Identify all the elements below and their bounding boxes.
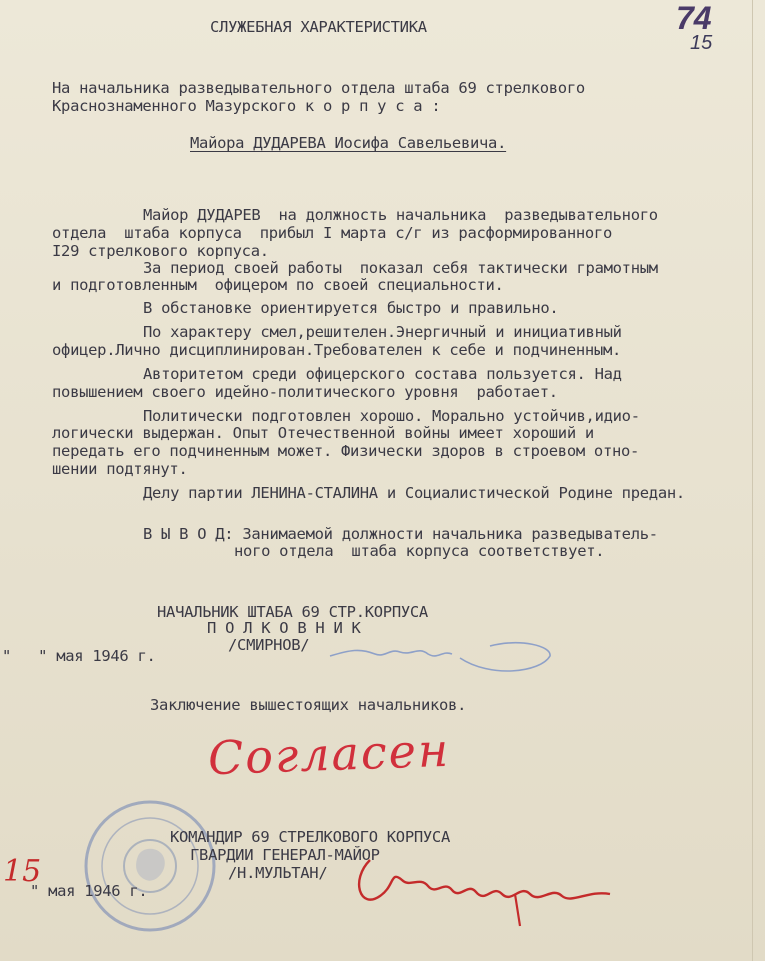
document-title: СЛУЖЕБНАЯ ХАРАКТЕРИСТИКА xyxy=(210,18,427,36)
commander-rank: ГВАРДИИ ГЕНЕРАЛ-МАЙОР xyxy=(190,846,380,864)
body-line: шении подтянут. xyxy=(52,460,188,478)
body-line: В обстановке ориентируется быстро и правильно. xyxy=(143,299,559,317)
page-edge xyxy=(752,0,753,961)
commander-name: /Н.МУЛЬТАН/ xyxy=(228,864,328,882)
commander-title: КОМАНДИР 69 СТРЕЛКОВОГО КОРПУСА xyxy=(170,828,450,846)
subject-name: Майора ДУДАРЕВА Иосифа Савельевича. xyxy=(190,134,507,152)
body-line: Майор ДУДАРЕВ на должность начальника разведывательного xyxy=(143,206,658,224)
chief-name: /СМИРНОВ/ xyxy=(228,636,310,654)
conclusion-line: ного отдела штаба корпуса соответствует. xyxy=(234,542,605,560)
sheet-number: 74 xyxy=(676,0,712,36)
conclusion-line: В Ы В О Д: Занимаемой должности начальника разведыватель- xyxy=(143,525,658,543)
body-line: За период своей работы показал себя тактически грамотным xyxy=(143,259,658,277)
chief-rank: П О Л К О В Н И К xyxy=(207,619,361,637)
body-line: Делу партии ЛЕНИНА-СТАЛИНА и Социалистической Родине предан. xyxy=(143,484,685,502)
superior-conclusion-heading: Заключение вышестоящих начальников. xyxy=(150,696,467,714)
official-seal-stamp xyxy=(80,796,220,936)
body-line: I29 стрелкового корпуса. xyxy=(52,242,269,260)
body-line: Политически подготовлен хорошо. Морально устойчив,идио- xyxy=(143,407,640,425)
body-line: передать его подчиненным может. Физически здоров в строевом отно- xyxy=(52,442,640,460)
chief-signature xyxy=(320,628,560,684)
body-line: Авторитетом среди офицерского состава пользуется. Над xyxy=(143,365,622,383)
date-first: " " мая 1946 г. xyxy=(2,647,156,665)
subject-line-2: Краснознаменного Мазурского к о р п у с а : xyxy=(52,97,441,115)
body-line: офицер.Лично дисциплинирован.Требователен к себе и подчиненным. xyxy=(52,341,622,359)
body-line: отдела штаба корпуса прибыл I марта с/г из расформированного xyxy=(52,224,612,242)
body-line: и подготовленным офицером по своей специальности. xyxy=(52,276,504,294)
body-line: повышением своего идейно-политического уровня работает. xyxy=(52,383,558,401)
chief-title: НАЧАЛЬНИК ШТАБА 69 СТР.КОРПУСА xyxy=(157,603,428,621)
sheet-number-secondary: 15 xyxy=(690,32,713,54)
date-second-day: 15 xyxy=(3,854,42,889)
body-line: По характеру смел,решителен.Энергичный и инициативный xyxy=(143,323,622,341)
body-line: логически выдержан. Опыт Отечественной войны имеет хороший и xyxy=(52,424,594,442)
commander-signature xyxy=(340,850,630,930)
approval-handwritten: Согласен xyxy=(207,722,452,786)
date-second: " мая 1946 г. xyxy=(30,882,148,900)
subject-line-1: На начальника разведывательного отдела штаба 69 стрелкового xyxy=(52,79,585,97)
